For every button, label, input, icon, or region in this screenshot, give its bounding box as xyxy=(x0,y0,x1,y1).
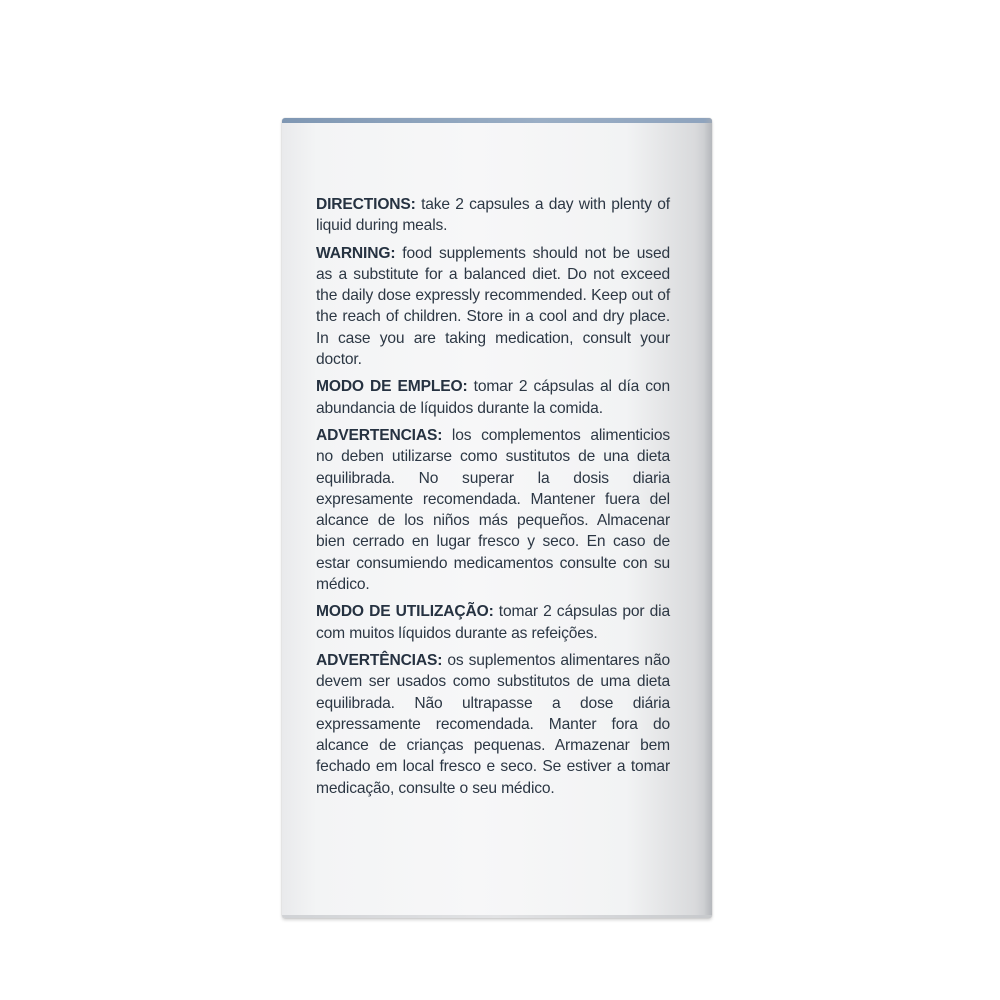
modo-de-utilizacao-heading: MODO DE UTILIZAÇÃO: xyxy=(316,603,494,621)
advertencias-heading: ADVERTENCIAS: xyxy=(316,426,443,444)
advertencias-body: los complementos alimenticios no deben utilizarse como sustitutos de una dieta equilibrada. No superar la dosis diaria expresamente recomendada. Mantener fuera del alcance de los niños más pequeños. Almacenar bien cerrado en lugar fresco y seco. En caso de estar consumiendo medicamentos consulte con su médico. xyxy=(316,426,670,594)
directions-heading: DIRECTIONS: xyxy=(316,196,416,213)
modo-de-empleo-body: tomar 2 cápsulas al día con abundancia de líquidos durante la comida. xyxy=(316,378,670,417)
modo-de-empleo-paragraph xyxy=(316,376,670,419)
warning-paragraph xyxy=(316,243,670,371)
box-bottom-edge xyxy=(282,915,712,918)
modo-de-utilizacao-body: tomar 2 cápsulas por dia com muitos líquidos durante as refeições. xyxy=(316,603,670,642)
supplement-box-side-panel xyxy=(282,118,712,918)
warning-heading: WARNING: xyxy=(316,244,396,262)
box-top-color-band xyxy=(282,118,712,123)
warning-body: food supplements should not be used as a substitute for a balanced diet. Do not exceed the daily dose expressly recommended. Keep out of the reach of children. Store in a cool and dry place. In case you are taking medication, consult your doctor. xyxy=(316,244,670,369)
advertencias-pt-paragraph xyxy=(316,650,670,799)
advertencias-paragraph xyxy=(316,425,670,595)
directions-paragraph xyxy=(316,194,670,237)
modo-de-empleo-heading: MODO DE EMPLEO: xyxy=(316,378,468,396)
directions-body: take 2 capsules a day with plenty of liquid during meals. xyxy=(316,196,670,235)
advertencias-pt-body: os suplementos alimentares não devem ser usados como substitutos de uma dieta equilibrada. Não ultrapasse a dose diária expressamente recomendada. Manter fora do alcance de crianças pequenas. Armazenar bem fechado em local fresco e seco. Se estiver a tomar medicação, consulte o seu médico. xyxy=(316,651,670,797)
box-right-edge-shading xyxy=(704,118,712,918)
modo-de-utilizacao-paragraph xyxy=(316,601,670,644)
advertencias-pt-heading: ADVERTÊNCIAS: xyxy=(316,651,443,669)
label-text-block xyxy=(316,194,670,805)
